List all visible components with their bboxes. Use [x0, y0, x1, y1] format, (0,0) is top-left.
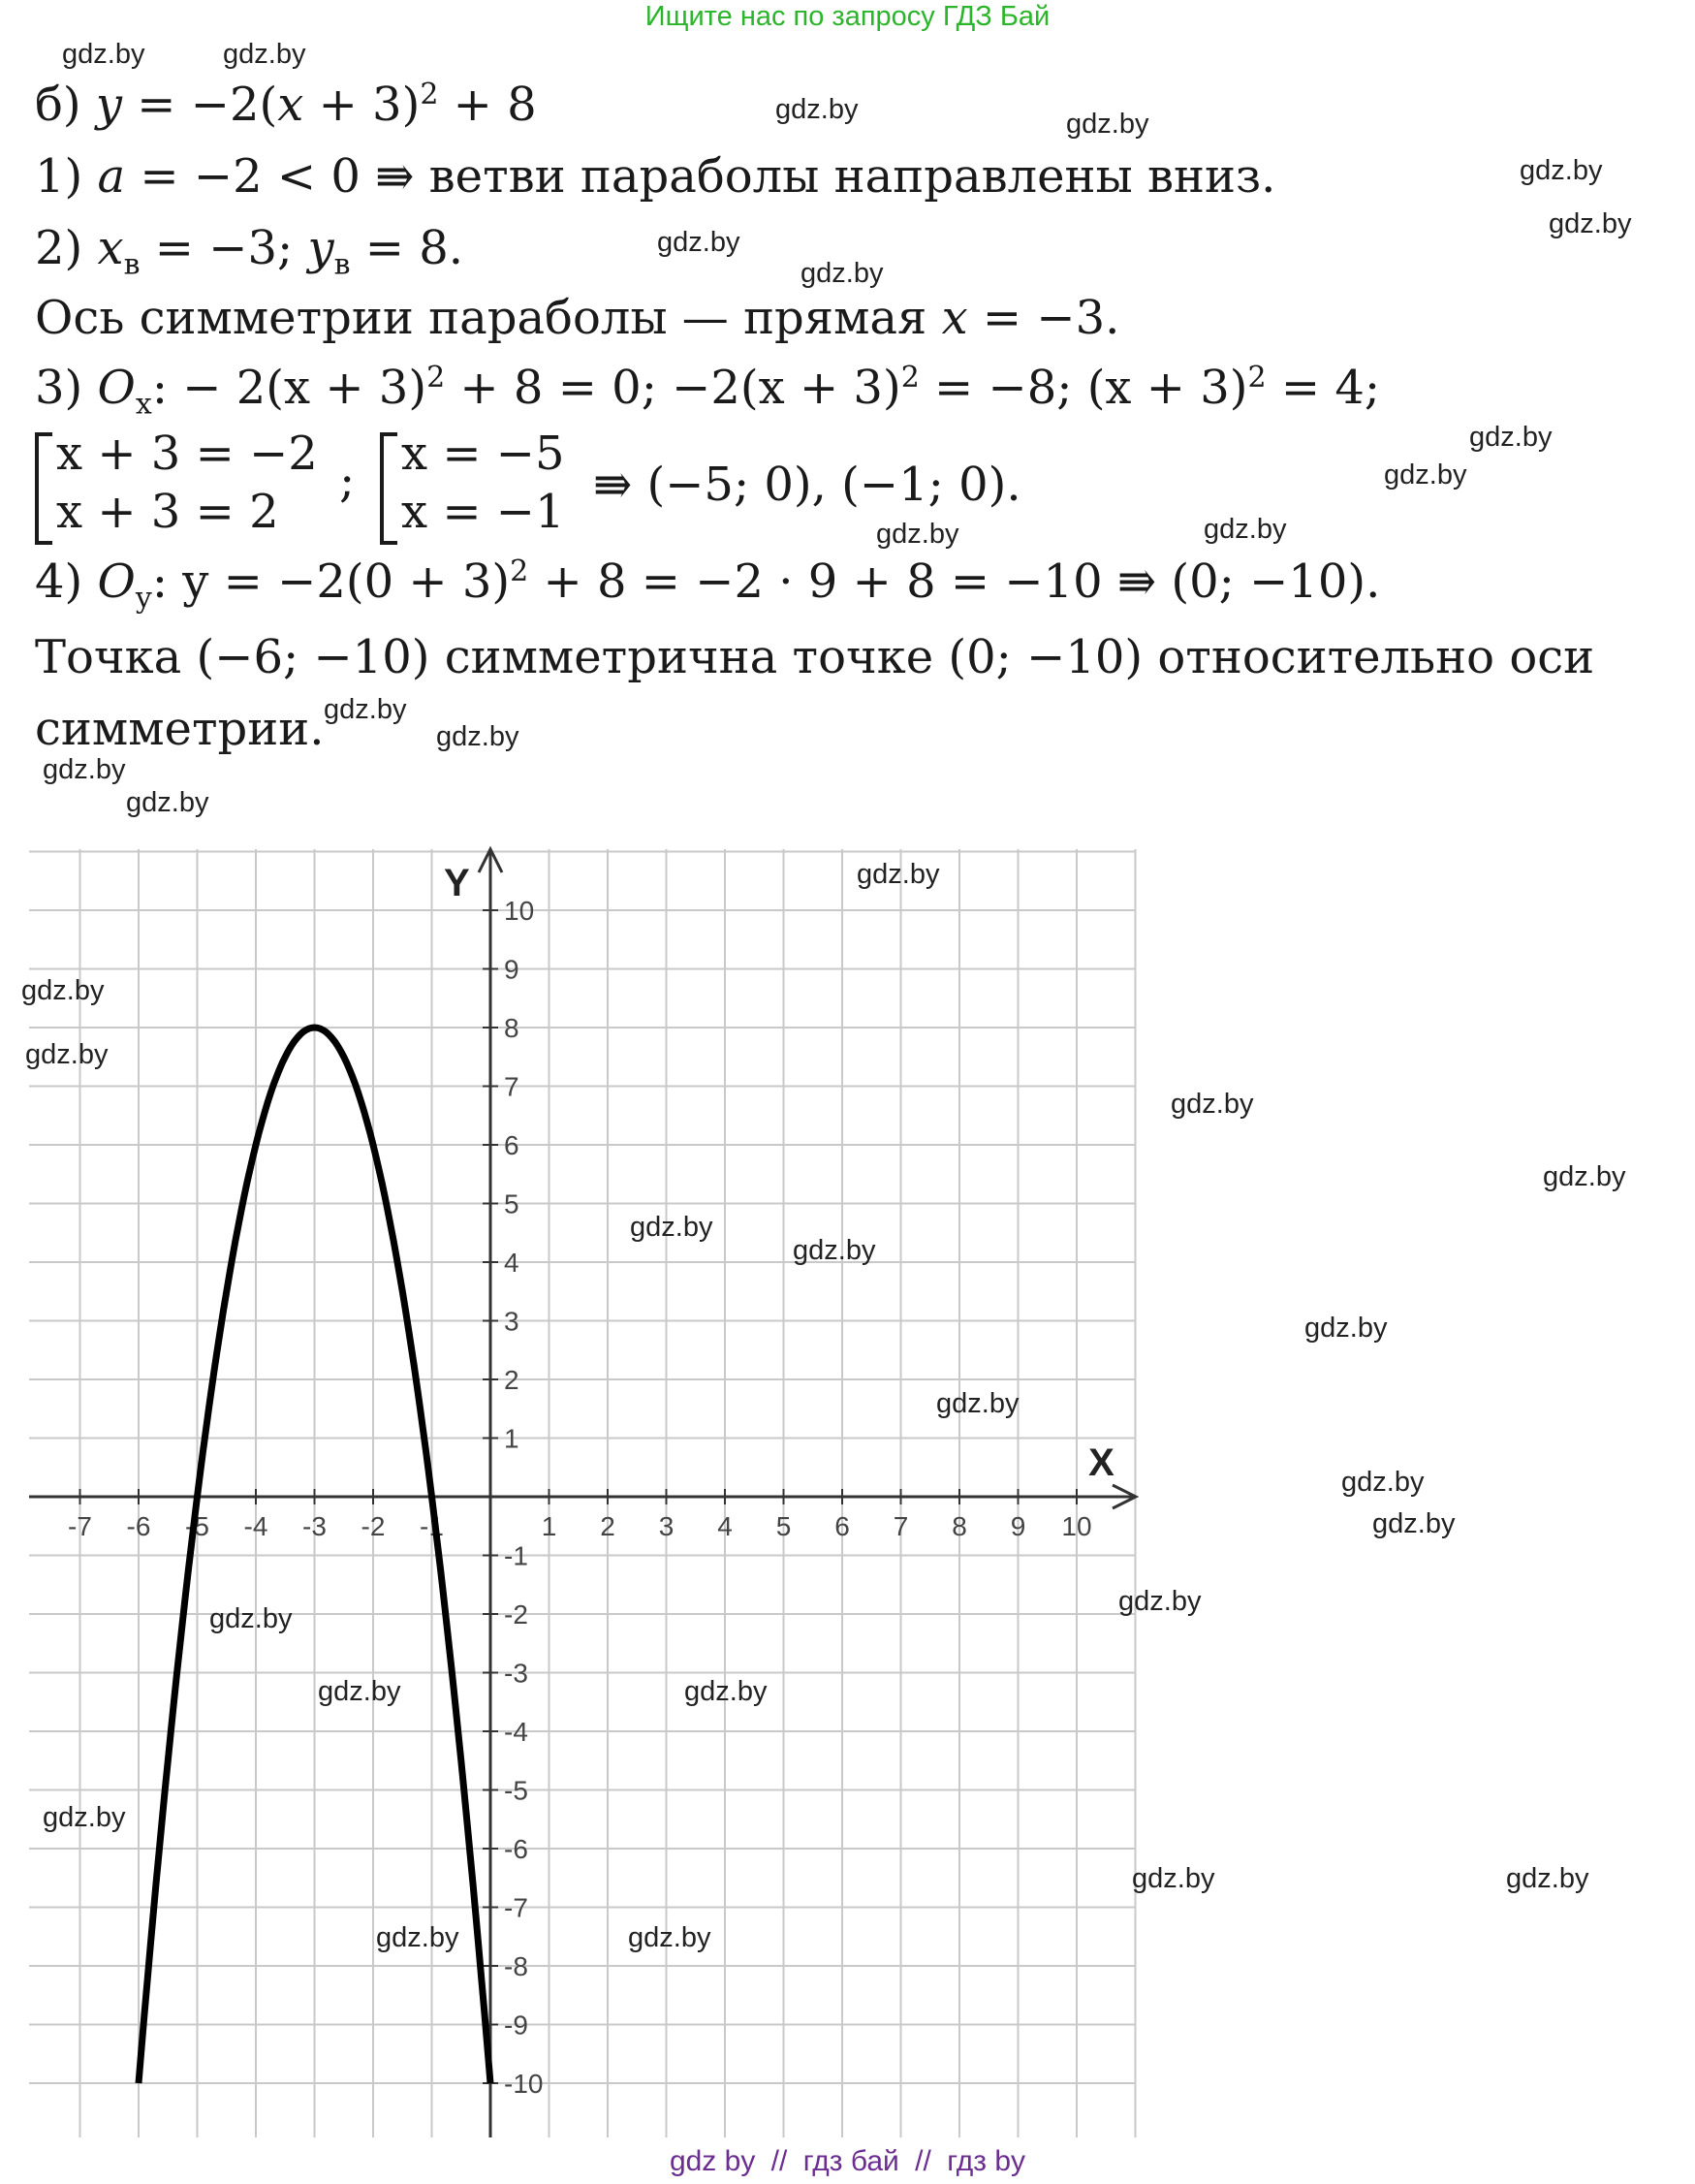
watermark: gdz.by [630, 1212, 713, 1243]
step-3-text: : − 2(x + 3) [151, 361, 427, 415]
x-tick-label: 10 [1061, 1511, 1092, 1541]
y-tick-label: 1 [504, 1423, 519, 1454]
watermark: gdz.by [1506, 1863, 1589, 1894]
system-1-row-2: x + 3 = 2 [56, 485, 279, 539]
step-3-text3: = −8; (x + 3) [919, 361, 1248, 415]
watermark: gdz.by [657, 227, 740, 258]
y-tick-label: -5 [504, 1775, 528, 1806]
parabola-point [431, 1497, 432, 1498]
watermark: gdz.by [1118, 1586, 1202, 1617]
y-tick-label: 10 [504, 896, 535, 926]
parabola-point [256, 1145, 257, 1146]
x-tick-label: -7 [68, 1511, 92, 1541]
y-tick-label: -8 [504, 1951, 528, 1981]
y-tick-label: 6 [504, 1130, 519, 1160]
watermark: gdz.by [876, 519, 959, 550]
watermark: gdz.by [628, 1922, 711, 1953]
system-separator: ; [339, 454, 356, 508]
parabola-point [139, 2083, 140, 2084]
step-3-o: O [97, 361, 136, 415]
y-tick-label: -3 [504, 1658, 528, 1689]
step-4-o: O [97, 554, 136, 609]
x-tick-label: 5 [775, 1511, 792, 1541]
watermark: gdz.by [126, 787, 209, 818]
watermark: gdz.by [223, 39, 306, 70]
footer-link-gdz-bai[interactable]: гдз бай [802, 2145, 899, 2177]
parabola-point [168, 1760, 169, 1761]
watermark: gdz.by [1304, 1313, 1388, 1344]
part-label: б) [35, 78, 81, 132]
watermark: gdz.by [1066, 109, 1149, 140]
func-y: y [95, 78, 123, 132]
y-tick-label: 3 [504, 1306, 519, 1337]
x-tick-label: -5 [185, 1511, 209, 1541]
x-tick-label: -6 [126, 1511, 151, 1541]
y-tick-label: -6 [504, 1834, 528, 1864]
parabola-point [314, 1028, 315, 1029]
parabola-point [197, 1497, 198, 1498]
x-tick-label: -3 [302, 1511, 327, 1541]
step-4-sub: y [135, 581, 152, 616]
y-tick-label: 8 [504, 1013, 519, 1043]
step-2-sub-y: в [333, 247, 351, 282]
step-1-num: 1) [35, 149, 83, 204]
watermark: gdz.by [209, 1603, 293, 1634]
step-2-mid: = −3; [140, 221, 294, 275]
watermark: gdz.by [436, 721, 519, 752]
parabola-point [285, 1057, 286, 1058]
x-tick-label: 4 [717, 1511, 733, 1541]
step-3-sub: x [135, 387, 152, 422]
watermark: gdz.by [800, 258, 884, 289]
func-eq: = −2( [122, 78, 278, 132]
watermark: gdz.by [376, 1922, 459, 1953]
watermark: gdz.by [318, 1676, 401, 1707]
step-4-num: 4) [35, 554, 83, 609]
system-2-row-2: x = −1 [401, 485, 565, 539]
y-tick-label: -2 [504, 1599, 528, 1630]
parabola-point [226, 1291, 227, 1292]
watermark: gdz.by [775, 94, 859, 125]
symmetry-line-2: симметрии. [35, 702, 325, 756]
watermark: gdz.by [25, 1039, 109, 1070]
step-3-num: 3) [35, 361, 83, 415]
footer-links [0, 2142, 1695, 2181]
system-1-row-1: x + 3 = −2 [56, 427, 318, 481]
watermark: gdz.by [1341, 1467, 1425, 1498]
y-tick-label: -9 [504, 2010, 528, 2041]
func-tail: + 8 [438, 78, 537, 132]
footer-separator: // [770, 2145, 788, 2177]
step-4-exp: 2 [510, 554, 529, 588]
y-tick-label: -7 [504, 1892, 528, 1923]
parabola-point [373, 1145, 374, 1146]
y-tick-label: 5 [504, 1188, 519, 1219]
x-tick-label: -4 [243, 1511, 268, 1541]
step-3-exp: 2 [426, 361, 446, 395]
system-result: ⇛ (−5; 0), (−1; 0). [593, 458, 1021, 512]
footer-link-gdz-by[interactable]: gdz by [669, 2145, 756, 2177]
watermark: gdz.by [1384, 459, 1467, 491]
x-tick-label: 1 [541, 1511, 557, 1541]
x-tick-label: 9 [1010, 1511, 1026, 1541]
step-2-num: 2) [35, 221, 83, 275]
axis-text: Ось симметрии параболы — прямая [35, 291, 942, 345]
symmetry-line-1: Точка (−6; −10) симметрична точке (0; −10) относительно оси [35, 630, 1595, 684]
watermark: gdz.by [43, 1802, 126, 1833]
step-3-exp2: 2 [900, 361, 920, 395]
footer-link-gdz-by-ru[interactable]: гдз by [947, 2145, 1026, 2177]
step-4-text2: + 8 = −2 · 9 + 8 = −10 ⇛ (0; −10). [528, 554, 1381, 609]
y-tick-label: 7 [504, 1071, 519, 1102]
watermark: gdz.by [1132, 1863, 1215, 1894]
func-x: x [277, 78, 304, 132]
y-axis-label: Y [444, 862, 470, 904]
y-tick-label: 9 [504, 954, 519, 985]
watermark: gdz.by [43, 754, 126, 785]
watermark: gdz.by [1204, 514, 1287, 545]
parabola-point [343, 1057, 344, 1058]
x-tick-label: -2 [361, 1511, 386, 1541]
step-3-text2: + 8 = 0; −2(x + 3) [445, 361, 901, 415]
step-1-text: = −2 < 0 ⇛ ветви параболы направлены вниз. [125, 149, 1276, 204]
watermark: gdz.by [936, 1388, 1020, 1419]
x-tick-label: 8 [952, 1511, 967, 1541]
step-3-exp3: 2 [1247, 361, 1267, 395]
y-tick-label: 2 [504, 1365, 519, 1395]
search-banner[interactable]: Ищите нас по запросу ГДЗ Бай [644, 1, 1051, 32]
x-tick-label: 7 [893, 1511, 909, 1541]
x-tick-label: -1 [420, 1511, 444, 1541]
watermark: gdz.by [1543, 1161, 1626, 1192]
axis-end: = −3. [967, 291, 1120, 345]
watermark: gdz.by [21, 975, 105, 1006]
step-4-text: : y = −2(0 + 3) [151, 554, 511, 609]
parabola-point [402, 1291, 403, 1292]
y-tick-label: -10 [504, 2069, 544, 2099]
x-tick-label: 3 [658, 1511, 675, 1541]
x-tick-label: 6 [834, 1511, 850, 1541]
axis-x: x [941, 291, 968, 345]
footer-separator: // [915, 2145, 931, 2177]
step-2-sub-x: в [123, 247, 141, 282]
watermark: gdz.by [857, 859, 940, 890]
system-2-row-1: x = −5 [401, 427, 565, 481]
func-plus: + 3) [303, 78, 421, 132]
y-tick-label: -1 [504, 1540, 528, 1571]
step-3-text4: = 4; [1266, 361, 1381, 415]
parabola-point [490, 2083, 491, 2084]
watermark: gdz.by [684, 1676, 768, 1707]
watermark: gdz.by [324, 694, 407, 725]
x-tick-label: 2 [600, 1511, 615, 1541]
y-tick-label: 4 [504, 1248, 519, 1278]
parabola-point [460, 1760, 461, 1761]
step-2-end: = 8. [350, 221, 463, 275]
watermark: gdz.by [62, 39, 145, 70]
watermark: gdz.by [1520, 155, 1603, 186]
watermark: gdz.by [1469, 422, 1553, 453]
x-axis-label: X [1088, 1441, 1114, 1484]
watermark: gdz.by [793, 1235, 876, 1266]
watermark: gdz.by [1549, 208, 1632, 239]
func-exp: 2 [420, 78, 439, 111]
step-2-y: y [307, 221, 334, 275]
watermark: gdz.by [1372, 1508, 1456, 1539]
step-2-x: x [97, 221, 124, 275]
watermark: gdz.by [1171, 1089, 1254, 1120]
y-tick-label: -4 [504, 1717, 528, 1747]
step-1-a: a [97, 149, 126, 204]
